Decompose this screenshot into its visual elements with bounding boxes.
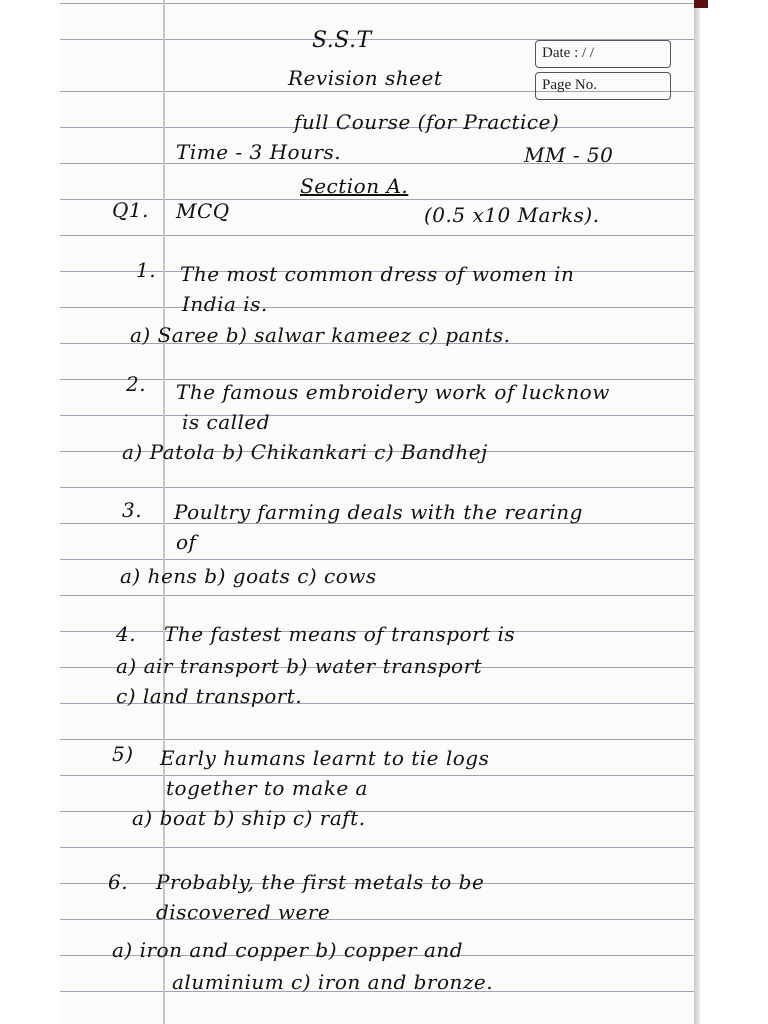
- time-line: Time - 3 Hours.: [176, 140, 342, 164]
- question-options-cont: aluminium c) iron and bronze.: [172, 970, 494, 994]
- question-options: a) hens b) goats c) cows: [120, 564, 377, 588]
- question-number: 6.: [108, 870, 129, 894]
- date-label: Date : / /: [535, 40, 671, 68]
- question-text: Poultry farming deals with the rearing: [174, 500, 583, 524]
- question-text-cont: is called: [182, 410, 271, 434]
- max-marks: MM - 50: [524, 143, 614, 167]
- corner-mark: [694, 0, 708, 8]
- paper-edge: [694, 0, 700, 1024]
- question-type: MCQ: [176, 199, 230, 223]
- question-number: 5): [112, 742, 134, 766]
- question-options: a) Patola b) Chikankari c) Bandhej: [122, 440, 488, 464]
- question-number: 4.: [116, 622, 137, 646]
- question-text: Probably, the first metals to be: [156, 870, 485, 894]
- subject-title: S.S.T: [312, 28, 372, 53]
- question-text: The most common dress of women in: [180, 262, 575, 286]
- question-number: 3.: [122, 498, 143, 522]
- date-page-box: [535, 40, 671, 96]
- question-label: Q1.: [112, 198, 149, 222]
- page-no-label: Page No.: [535, 72, 671, 100]
- section-heading: Section A.: [300, 174, 409, 198]
- question-text-cont: of: [176, 530, 197, 554]
- course-line: full Course (for Practice): [294, 110, 560, 134]
- question-number: 1.: [136, 258, 157, 282]
- question-options: a) boat b) ship c) raft.: [132, 806, 366, 830]
- question-options: c) land transport.: [116, 684, 303, 708]
- question-text-cont: India is.: [182, 292, 268, 316]
- question-text-cont: discovered were: [156, 900, 331, 924]
- question-options: a) Saree b) salwar kameez c) pants.: [130, 323, 511, 347]
- question-number: 2.: [126, 372, 147, 396]
- question-text: The fastest means of transport is: [164, 622, 516, 646]
- question-marks: (0.5 x10 Marks).: [424, 203, 600, 227]
- revision-sheet-title: Revision sheet: [288, 66, 443, 90]
- question-text: Early humans learnt to tie logs: [160, 746, 490, 770]
- question-text: The famous embroidery work of lucknow: [176, 380, 610, 404]
- question-text-cont: together to make a: [166, 776, 368, 800]
- question-options: a) air transport b) water transport: [116, 654, 483, 678]
- question-options: a) iron and copper b) copper and: [112, 938, 464, 962]
